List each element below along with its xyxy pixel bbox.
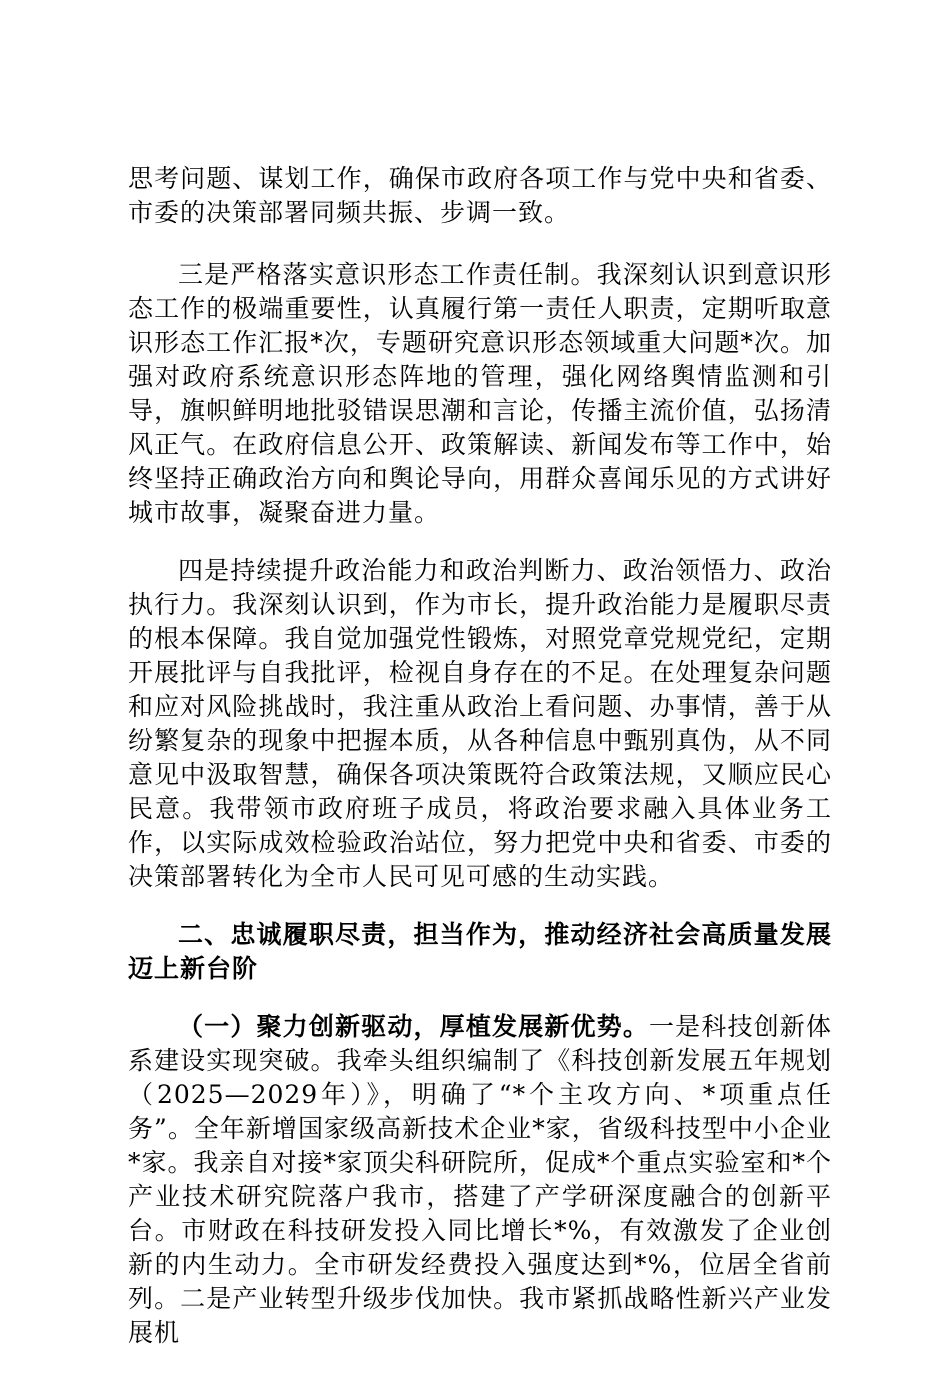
subsection-title: （一）聚力创新驱动，厚植发展新优势。 [178, 1012, 649, 1041]
paragraph-continuation: 思考问题、谋划工作，确保市政府各项工作与党中央和省委、市委的决策部署同频共振、步调一致。 [128, 164, 832, 227]
section-heading: 二、忠诚履职尽责，担当作为，推动经济社会高质量发展迈上新台阶 [128, 920, 832, 983]
document-body [128, 162, 832, 1374]
paragraph-political-capability: 四是持续提升政治能力和政治判断力、政治领悟力、政治执行力。我深刻认识到，作为市长，提升政治能力是履职尽责的根本保障。我自觉加强党性锻炼，对照党章党规党纪，定期开展批评与自我批评，检视自身存在的不足。在处理复杂问题和应对风险挑战时，我注重从政治上看问题、办事情，善于从纷繁复杂的现象中把握本质，从各种信息中甄别真伪，从不同意见中汲取智慧，确保各项决策既符合政策法规，又顺应民心民意。我带领市政府班子成员，将政治要求融入具体业务工作，以实际成效检验政治站位，努力把党中央和省委、市委的决策部署转化为全市人民可见可感的生动实践。 [128, 556, 832, 891]
paragraph-innovation [128, 1010, 832, 1350]
subsection-body: 一是科技创新体系建设实现突破。我牵头组织编制了《科技创新发展五年规划（2025—2029年）》，明确了“*个主攻方向、*项重点任务”。全年新增国家级高新技术企业*家，省级科技型中小企业*家。我亲自对接*家顶尖科研院所，促成*个重点实验室和*个产业技术研究院落户我市，搭建了产学研深度融合的创新平台。市财政在科技研发投入同比增长*%，有效激发了企业创新的内生动力。全市研发经费投入强度达到*%，位居全省前列。二是产业转型升级步伐加快。我市紧抓战略性新兴产业发展机 [128, 1012, 833, 1347]
paragraph-ideology-responsibility: 三是严格落实意识形态工作责任制。我深刻认识到意识形态工作的极端重要性，认真履行第一责任人职责，定期听取意识形态工作汇报*次，专题研究意识形态领域重大问题*次。加强对政府系统意识形态阵地的管理，强化网络舆情监测和引导，旗帜鲜明地批驳错误思潮和言论，传播主流价值，弘扬清风正气。在政府信息公开、政策解读、新闻发布等工作中，始终坚持正确政治方向和舆论导向，用群众喜闻乐见的方式讲好城市故事，凝聚奋进力量。 [128, 260, 832, 527]
